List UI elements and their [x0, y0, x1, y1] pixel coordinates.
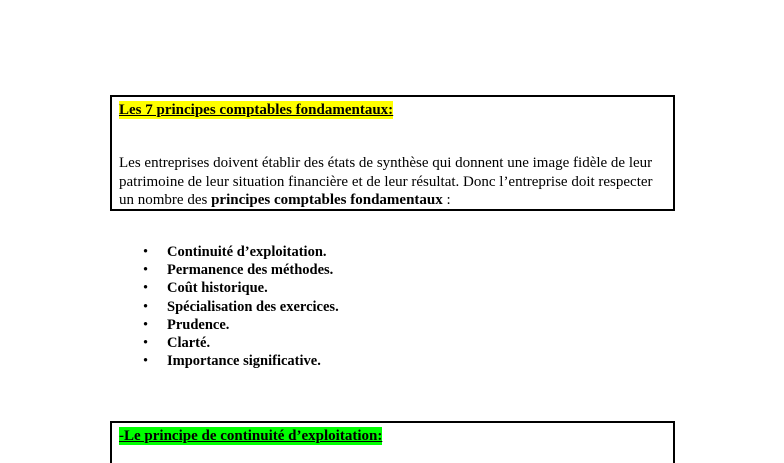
- list-item: • Permanence des méthodes.: [143, 262, 334, 279]
- bullet-icon: •: [143, 316, 149, 333]
- intro-bold-term: principes comptables fondamentaux: [211, 192, 443, 208]
- bullet-icon: •: [143, 335, 149, 352]
- list-item: • Coût historique.: [143, 280, 268, 297]
- principles-list: [143, 243, 339, 370]
- bullet-icon: •: [143, 353, 149, 370]
- list-item: • Clarté.: [143, 335, 211, 352]
- section-title-principles: Les 7 principes comptables fondamentaux:: [119, 102, 394, 118]
- intro-text: Les entreprises doivent établir des états de synthèse qui donnent une image fidèle de leur patrimoine de leur situation financière et de leur résultat. Donc l’entreprise doit respecter un nombre des: [119, 155, 653, 208]
- list-item: • Continuité d’exploitation.: [143, 244, 327, 260]
- list-item: • Spécialisation des exercices.: [143, 298, 339, 315]
- list-item: • Importance significative.: [143, 353, 321, 370]
- bullet-icon: •: [143, 262, 149, 279]
- list-item: • Prudence.: [143, 316, 230, 333]
- bullet-icon: •: [143, 298, 149, 315]
- principles-intro-box: [110, 95, 675, 211]
- bullet-icon: •: [143, 244, 149, 260]
- intro-end: :: [442, 192, 451, 208]
- continuity-section-box: [110, 421, 675, 463]
- bullet-icon: •: [143, 280, 149, 297]
- intro-paragraph: [119, 154, 669, 210]
- section-title-continuity: -Le principe de continuité d’exploitation:: [119, 428, 383, 444]
